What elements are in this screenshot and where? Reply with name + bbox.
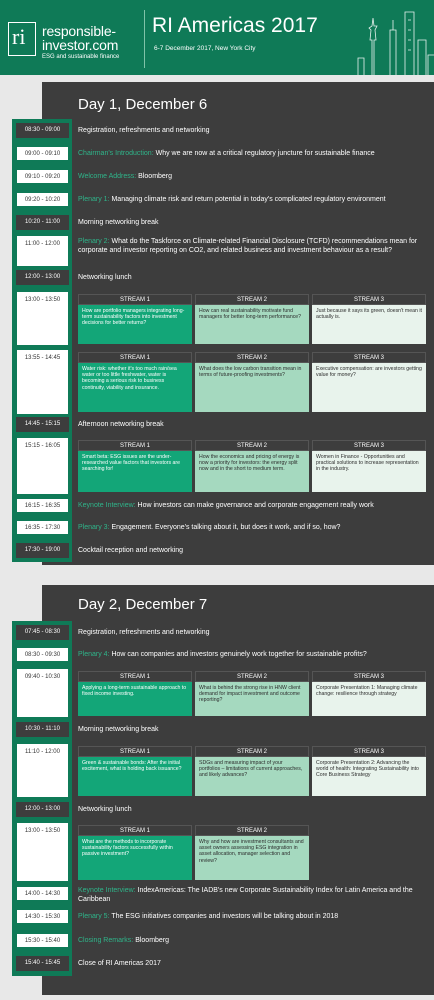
day2-session-8: Plenary 5: The ESG initiatives companies and investors will be talking about in 2018 [78,913,339,920]
stream-header: STREAM 2 [195,746,309,757]
brand-tagline: ESG and sustainable finance [42,54,120,60]
day1-block1-stream2 [195,294,309,344]
day1-session-6: Networking lunch [78,274,132,281]
stream-topic: What does the low carbon transition mean in terms of future-proofing investments? [199,366,302,379]
stream-topic: Why and how are investment consultants and asset owners assessing ESG integration in asset allocation, manager selection and review? [199,839,304,864]
stream-topic: Just because it says its green, doesn't mean it actually is. [316,308,422,321]
day2-time-8: 14:30 - 15:30 [16,909,69,924]
day2-time-4: 11:10 - 12:00 [16,743,69,798]
day2-block2-stream2 [195,746,309,796]
day1-block3-stream1 [78,440,192,492]
stream-header: STREAM 2 [195,671,309,682]
stream-header: STREAM 3 [312,746,426,757]
day1-time-12: 16:35 - 17:30 [16,520,69,535]
day2-time-5: 12:00 - 13:00 [16,802,69,817]
conference-title: RI Americas 2017 [152,14,318,37]
stream-header: STREAM 3 [312,440,426,451]
day2-block2-stream3 [312,746,426,796]
day2-time-6: 13:00 - 13:50 [16,822,69,882]
day1-time-2: 09:10 - 09:20 [16,169,69,184]
day1-time-11: 16:15 - 16:35 [16,498,69,513]
day2-session-3: Morning networking break [78,726,159,733]
day1-time-0: 08:30 - 09:00 [16,123,69,138]
day2-block2-stream1 [78,746,192,796]
day2-block1-stream1 [78,671,192,716]
stream-topic: Smart beta: ESG issues are the under-researched value factors that investors are searching for! [82,454,181,473]
stream-header: STREAM 3 [312,671,426,682]
stream-header: STREAM 2 [195,440,309,451]
stream-topic: SDGs and measuring impact of your portfolios – limitations of current approaches, and likely advances? [199,760,303,779]
day1-session-13: Cocktail reception and networking [78,547,184,554]
day2-time-9: 15:30 - 15:40 [16,933,69,948]
stream-topic: Green & sustainable bonds: After the initial excitement, what is holding back issuance? [82,760,182,773]
stream-topic: What are the methods to incorporate sustainability factors successfully within passive investment? [82,839,173,858]
day2-time-10: 15:40 - 15:45 [16,956,69,971]
day1-block3-stream3 [312,440,426,492]
day1-block3-stream2 [195,440,309,492]
day1-block2-stream1 [78,352,192,412]
day2-session-7: Keynote Interview: IndexAmericas: The IADB's new Corporate Sustainability Index for Latin America and the Caribbean [78,887,413,903]
day1-time-7: 13:00 - 13:50 [16,291,69,346]
day2-session-10: Close of RI Americas 2017 [78,960,161,967]
nyc-skyline-icon [350,0,434,75]
stream-header: STREAM 2 [195,352,309,363]
stream-header: STREAM 2 [195,294,309,305]
day1-block1-stream3 [312,294,426,344]
day1-session-12: Plenary 3: Engagement. Everyone's talking about it, but does it work, and if so, how? [78,524,341,531]
day1-time-10: 15:15 - 16:05 [16,437,69,495]
day2-time-3: 10:30 - 11:10 [16,722,69,737]
day1-block2-stream3 [312,352,426,412]
stream-header: STREAM 2 [195,825,309,836]
stream-header: STREAM 1 [78,440,192,451]
day2-block1-stream2 [195,671,309,716]
day1-time-3: 09:20 - 10:20 [16,192,69,207]
day1-time-13: 17:30 - 19:00 [16,543,69,558]
stream-topic: Corporate Presentation 2: Advancing the world of health: Integrating Sustainability into Core Business Strategy [316,760,419,779]
brand-name-line1: responsible- [42,23,116,39]
day1-time-5: 11:00 - 12:00 [16,235,69,267]
stream-topic: Executive compensation: are investors getting value for money? [316,366,422,379]
day2-session-9: Closing Remarks: Bloomberg [78,937,170,944]
stream-header: STREAM 3 [312,294,426,305]
stream-topic: How are portfolio managers integrating long-term sustainability factors into investment decisions for better returns? [82,308,185,327]
stream-header: STREAM 1 [78,671,192,682]
day2-time-7: 14:00 - 14:30 [16,886,69,901]
conference-date-location: 6-7 December 2017, New York City [154,45,256,52]
day1-time-4: 10:20 - 11:00 [16,215,69,230]
header-banner [0,0,434,75]
day1-session-4: Morning networking break [78,219,159,226]
day1-block1-stream1 [78,294,192,344]
stream-topic: How can real sustainability motivate fund managers for better long-term performance? [199,308,302,321]
header-divider [144,10,145,68]
stream-header: STREAM 1 [78,352,192,363]
day2-session-5: Networking lunch [78,806,132,813]
stream-topic: How the economics and pricing of energy is now a priority for investors: the energy split now and in the short to medium term. [199,454,300,473]
day1-time-6: 12:00 - 13:00 [16,270,69,285]
day2-block3-stream1 [78,825,192,880]
day1-title: Day 1, December 6 [78,96,208,113]
stream-header: STREAM 1 [78,294,192,305]
day2-block1-stream3 [312,671,426,716]
stream-topic: Women in Finance - Opportunities and practical solutions to increase representation in the industry. [316,454,419,473]
stream-topic: Applying a long-term sustainable approach to fixed income investing. [82,685,187,698]
day2-time-2: 09:40 - 10:30 [16,668,69,718]
day2-block3-stream2 [195,825,309,880]
stream-topic: Corporate Presentation 1: Managing climate change: resilience through strategy [316,685,418,698]
day1-block2-stream2 [195,352,309,412]
logo-letters: ri [12,24,26,49]
stream-header: STREAM 1 [78,825,192,836]
day2-title: Day 2, December 7 [78,596,208,613]
day2-time-1: 08:30 - 09:30 [16,647,69,662]
day1-session-2: Welcome Address: Bloomberg [78,173,173,180]
stream-topic: Water risk: whether it's too much rain/sea water or too little freshwater, water is becoming a serious risk to business continuity, viability and insurance. [82,366,177,391]
day2-time-0: 07:45 - 08:30 [16,625,69,640]
day1-session-0: Registration, refreshments and networking [78,127,210,134]
day1-time-8: 13:55 - 14:45 [16,349,69,415]
stream-topic: What is behind the strong rise in HNW client demand for impact investment and outcome reporting? [199,685,301,704]
stream-header: STREAM 3 [312,352,426,363]
day1-time-1: 09:00 - 09:10 [16,146,69,161]
day1-session-11: Keynote Interview: How investors can make governance and corporate engagement really work [78,502,374,509]
day1-time-9: 14:45 - 15:15 [16,417,69,432]
day1-session-9: Afternoon networking break [78,421,164,428]
brand-name-line2: investor.com [42,37,119,53]
day1-session-5: Plenary 2: What do the Taskforce on Climate-related Financial Disclosure (TCFD) recommendations mean for corporate and investor reporting on CO2, and related business and investment behaviour as a result? [78,238,418,254]
day1-session-3: Plenary 1: Managing climate risk and return potential in today's complicated regulatory environment [78,196,386,203]
day2-session-1: Plenary 4: How can companies and investors genuinely work together for sustainable profits? [78,651,367,658]
day1-session-1: Chairman's Introduction: Why we are now at a critical regulatory juncture for sustainable finance [78,150,375,157]
day2-session-0: Registration, refreshments and networking [78,629,210,636]
stream-header: STREAM 1 [78,746,192,757]
